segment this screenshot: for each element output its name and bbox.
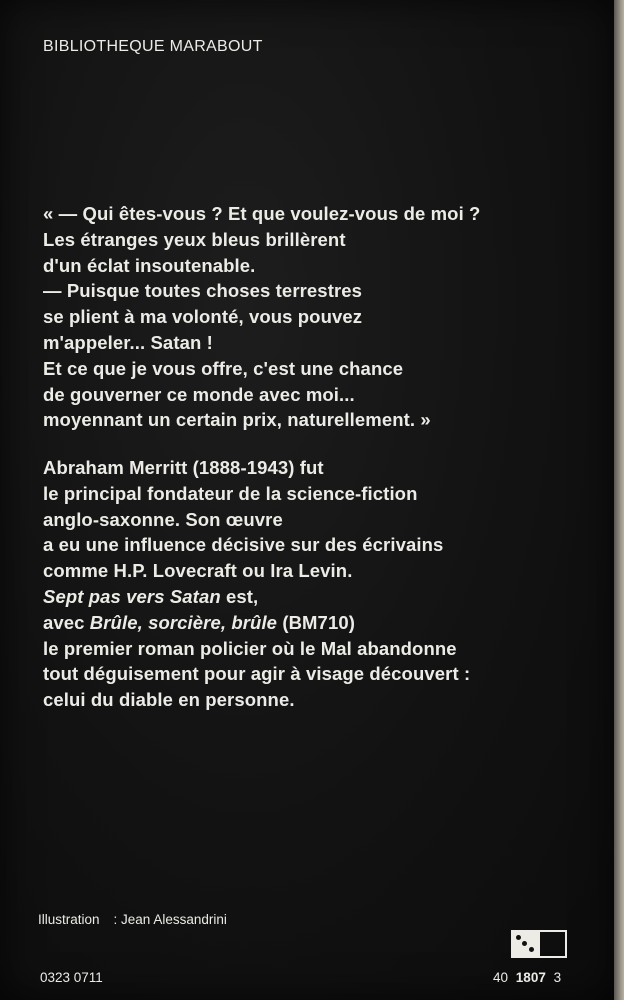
quote-line: d'un éclat insoutenable. — [43, 254, 256, 276]
catalog-code: 0323 0711 — [40, 970, 103, 985]
quote-line: Les étranges yeux bleus brillèrent — [43, 228, 346, 250]
quote-line: moyennant un certain prix, naturellement. » — [43, 409, 431, 431]
blurb-line: a eu une influence décisive sur des écrivains — [43, 534, 444, 556]
marabout-dice-logo-icon — [511, 930, 567, 958]
credit-label: Illustration — [38, 912, 100, 927]
series-number — [493, 970, 561, 985]
quote-line: se plient à ma volonté, vous pouvez — [43, 306, 363, 328]
quote-line: Et ce que je vous offre, c'est une chance — [43, 357, 404, 379]
blurb-line: anglo-saxonne. Son œuvre — [43, 508, 283, 530]
illustration-credit — [38, 912, 227, 927]
paper-edge — [614, 0, 624, 1000]
series-number-main: 1807 — [515, 970, 546, 985]
die-pip — [516, 935, 521, 940]
blurb-text: (BM710) — [277, 611, 355, 633]
quote-block — [43, 201, 603, 433]
blurb-line — [43, 584, 603, 610]
blurb-line: le principal fondateur de la science-fiction — [43, 482, 418, 504]
quote-line: m'appeler... Satan ! — [43, 331, 213, 353]
author-blurb — [43, 455, 603, 713]
blurb-line: tout déguisement pour agir à visage découvert : — [43, 663, 471, 685]
book-title: Sept pas vers Satan — [43, 585, 221, 607]
blurb-line: le premier roman policier où le Mal abandonne — [43, 637, 457, 659]
blurb-text: est, — [220, 585, 259, 607]
blurb-line — [43, 610, 603, 636]
blurb-line: celui du diable en personne. — [43, 689, 295, 711]
series-number-prefix: 40 — [493, 970, 509, 985]
blurb-text: avec — [43, 611, 90, 633]
quote-line: de gouverner ce monde avec moi... — [43, 383, 355, 405]
blurb-line: Abraham Merritt (1888-1943) fut — [43, 457, 324, 478]
logo-die-face — [513, 932, 538, 956]
series-title: BIBLIOTHEQUE MARABOUT — [43, 38, 263, 55]
quote-line: « — Qui êtes-vous ? Et que voulez-vous de moi ? — [43, 203, 481, 224]
quote-line: — Puisque toutes choses terrestres — [43, 280, 363, 302]
series-number-suffix: 3 — [553, 970, 562, 985]
related-title: Brûle, sorcière, brûle — [89, 611, 278, 633]
credit-value: : Jean Alessandrini — [113, 912, 227, 927]
logo-blank-face — [538, 932, 565, 956]
die-pip — [529, 947, 534, 952]
die-pip — [522, 941, 527, 946]
blurb-line: comme H.P. Lovecraft ou Ira Levin. — [43, 560, 353, 582]
